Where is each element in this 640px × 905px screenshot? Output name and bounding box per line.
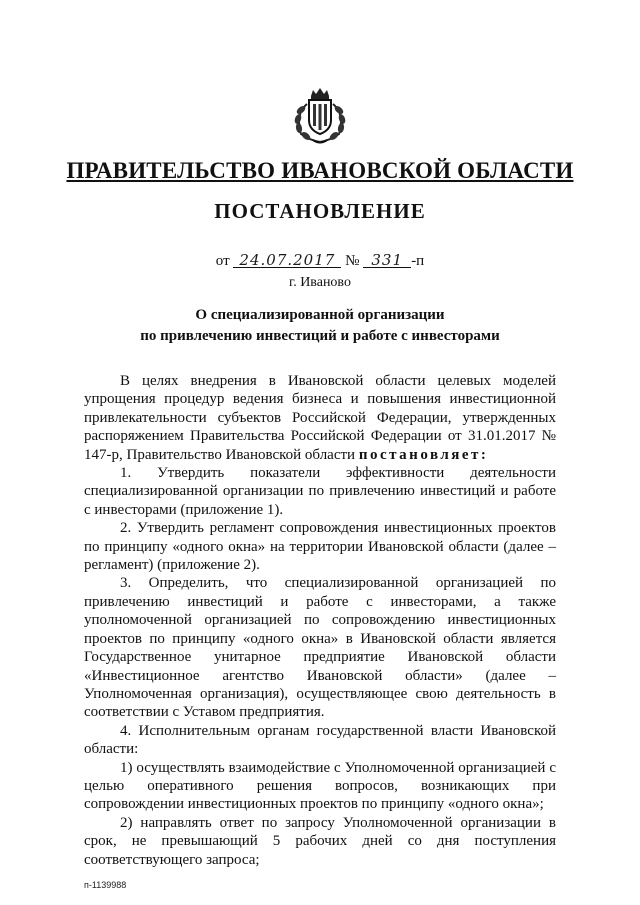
intro-text: В целях внедрения в Ивановской области целевых моделей упрощения процедур ведения бизнеса и повышения инвестиционной привлекательности субъектов Российской Федерации, утвержденных распоряжением Правительства Российской Федерации от 31.01.2017 № 147-р, Правительство Ивановской области: [84, 373, 556, 463]
intro-paragraph: [84, 372, 556, 464]
paragraph-1: 1. Утвердить показатели эффективности деятельности специализированной организации по привлечению инвестиций и работе с инвесторами (приложение 1).: [84, 465, 556, 518]
number-prefix: №: [345, 253, 360, 269]
paragraph-4: 4. Исполнительным органам государственной власти Ивановской области:: [84, 722, 556, 758]
paragraph-3: 3. Определить, что специализированной организацией по привлечению инвестиций и работе с инвесторами, а также уполномоченной организацией по сопровождению инвестиционных проектов по принципу «одного окна» в Ивановской области является Государственное унитарное предприятие Ивановской области «Инвестиционное агентство Ивановской области» (далее – Уполномоченная организация), осуществляющее свою деятельность в соответствии с Уставом предприятия.: [84, 575, 556, 721]
subject-line: по привлечению инвестиций и работе с инвесторами: [140, 328, 500, 344]
number-suffix: -п: [411, 253, 425, 269]
document-body: [84, 372, 556, 869]
footer-code: п-1139988: [84, 880, 127, 890]
document-type: ПОСТАНОВЛЕНИЕ: [214, 199, 426, 223]
government-title: ПРАВИТЕЛЬСТВО ИВАНОВСКОЙ ОБЛАСТИ: [66, 158, 574, 183]
coat-of-arms-icon: [287, 86, 353, 146]
document-date: 24.07.2017: [233, 253, 341, 268]
paragraph-2: 2. Утвердить регламент сопровождения инвестиционных проектов по принципу «одного окна» на территории Ивановской области (далее – регламент) (приложение 2).: [84, 520, 556, 574]
subject-line: О специализированной организации: [195, 307, 445, 323]
date-prefix: от: [215, 253, 230, 269]
date-number-line: [0, 253, 640, 270]
city: г. Иваново: [289, 275, 351, 290]
subparagraph-4-1: 1) осуществлять взаимодействие с Уполномоченной организацией с целью оперативного решения вопросов, возникающих при сопровождении инвестиционных проектов по принципу «одного окна»;: [84, 759, 556, 813]
document-subject: [0, 305, 640, 347]
document-number: 331: [363, 253, 411, 268]
subparagraph-4-2: 2) направлять ответ по запросу Уполномоченной организации в срок, не превышающий 5 рабочих дней со дня поступления соответствующего запроса;: [84, 814, 556, 868]
decree-word: постановляет:: [358, 446, 489, 463]
